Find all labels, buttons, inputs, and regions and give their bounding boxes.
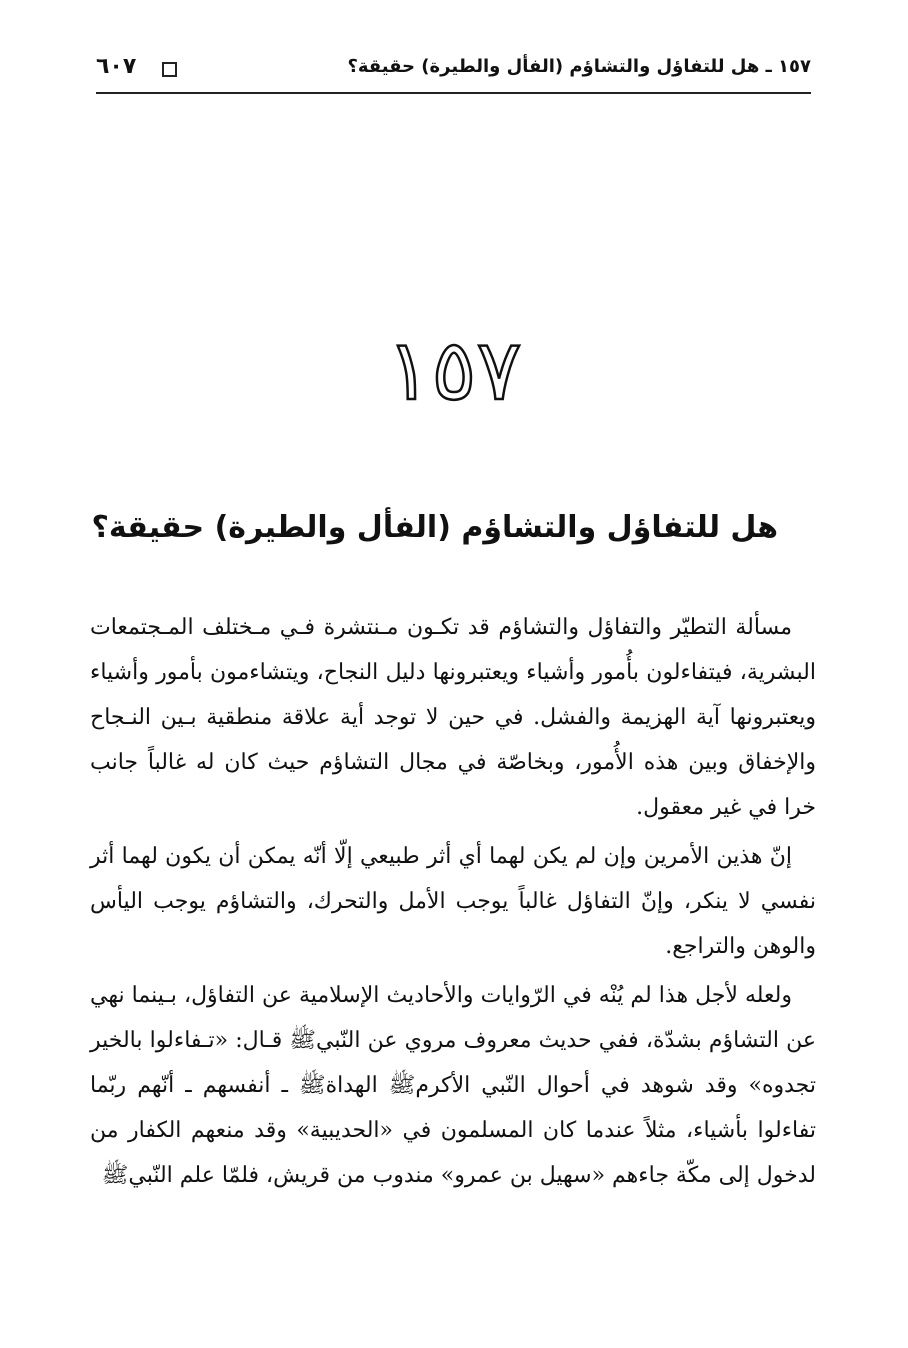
chapter-number: ١٥٧ (386, 321, 522, 419)
chapter-title: هل للتفاؤل والتشاؤم (الفأل والطيرة) حقيقة؟ (91, 510, 778, 545)
square-separator-icon (162, 62, 177, 77)
page-header (96, 52, 811, 94)
paragraph: ولعله لأجل هذا لم يُنْه في الرّوايات والأحاديث الإسلامية عن التفاؤل، بـينما نهي عن التشاؤم بشدّة، ففي حديث معروف مروي عن النّبيﷺ قـال: «تـفاءلوا بالخير تجدوه» وقد شوهد في أحوال النّبي الأكرمﷺ الهداةﷺ ـ أنفسهم ـ أنّهم ربّما تفاءلوا بأشياء، مثلاً عندما كان المسلمون في «الحديبية» وقد منعهم الكفار من لدخول إلى مكّة جاءهم «سهيل بن عمرو» مندوب من قريش، فلمّا علم النّبيﷺ (90, 983, 816, 1188)
body-text (90, 605, 816, 1202)
page-number: ٦٠٧ (96, 54, 137, 79)
paragraph: مسألة التطيّر والتفاؤل والتشاؤم قد تكـون مـنتشرة فـي مـختلف المـجتمعات البشرية، فيتفاءلون بأُمور وأشياء ويعتبرونها دليل النجاح، ويتشاءمون بأمور وأشياء ويعتبرونها آية الهزيمة والفشل. في حين لا توجد أية علاقة منطقية بـين النـجاح والإخفاق وبين هذه الأُمور، وبخاصّة في مجال التشاؤم حيث كان له غالباً جانب خرا في غير معقول. (90, 615, 816, 820)
paragraph: إنّ هذين الأمرين وإن لم يكن لهما أي أثر طبيعي إلّا أنّه يمكن أن يكون لهما أثر نفسي لا ينكر، وإنّ التفاؤل غالباً يوجب الأمل والتحرك، والتشاؤم يوجب اليأس والوهن والتراجع. (90, 844, 816, 959)
running-title: ١٥٧ ـ هل للتفاؤل والتشاؤم (الفأل والطيرة) حقيقة؟ (347, 56, 811, 77)
